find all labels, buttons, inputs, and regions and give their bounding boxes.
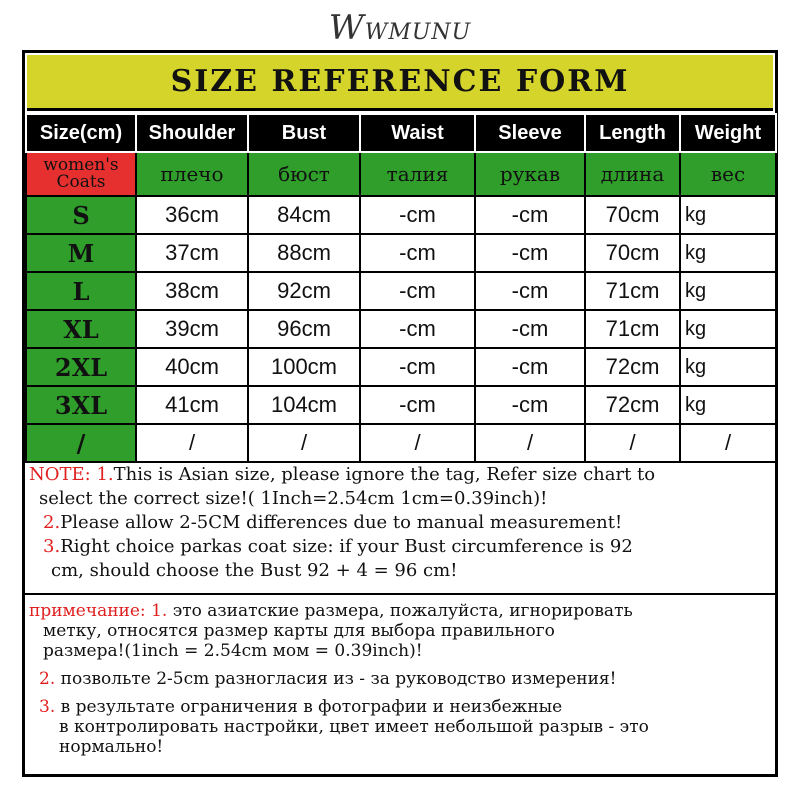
ru-note-3-text: в результате ограничения в фотографии и неизбежные bbox=[60, 697, 563, 717]
note-1 bbox=[29, 463, 771, 487]
notes-divider bbox=[25, 593, 775, 595]
size-table bbox=[25, 113, 777, 463]
waist-cell: -cm bbox=[360, 196, 475, 234]
ru-note-3-number: 3. bbox=[39, 697, 56, 717]
bust-cell: 88cm bbox=[248, 234, 360, 272]
length-cell: 72cm bbox=[585, 348, 680, 386]
size-cell: S bbox=[26, 196, 136, 234]
label-ru-length: длина bbox=[585, 152, 680, 196]
length-cell: 72cm bbox=[585, 386, 680, 424]
shoulder-cell: 36cm bbox=[136, 196, 248, 234]
label-ru-weight: вес bbox=[680, 152, 776, 196]
note-3-number: 3. bbox=[43, 536, 61, 557]
header-bust: Bust bbox=[248, 114, 360, 152]
bust-cell: 100cm bbox=[248, 348, 360, 386]
bust-cell: 92cm bbox=[248, 272, 360, 310]
length-cell: 70cm bbox=[585, 234, 680, 272]
size-cell: 3XL bbox=[26, 386, 136, 424]
bust-cell: 104cm bbox=[248, 386, 360, 424]
size-cell: XL bbox=[26, 310, 136, 348]
note-3-text: Right choice parkas coat size: if your Bust circumference is 92 bbox=[60, 536, 633, 557]
weight-cell: kg bbox=[680, 386, 776, 424]
waist-cell: -cm bbox=[360, 310, 475, 348]
table-row bbox=[26, 196, 776, 234]
form-title: SIZE REFERENCE FORM bbox=[27, 55, 773, 111]
ru-note-1-line3: размера!(1inch = 2.54cm мом = 0.39inch)! bbox=[43, 641, 423, 661]
shoulder-cell: 37cm bbox=[136, 234, 248, 272]
label-ru-shoulder: плечо bbox=[136, 152, 248, 196]
logo-initial: W bbox=[328, 8, 365, 48]
bust-cell: / bbox=[248, 424, 360, 462]
size-form-frame bbox=[22, 50, 778, 777]
ru-note-label: примечание: bbox=[29, 601, 146, 621]
length-cell: 70cm bbox=[585, 196, 680, 234]
header-size: Size(cm) bbox=[26, 114, 136, 152]
note-3-continued: cm, should choose the Bust 92 + 4 = 96 cm! bbox=[51, 560, 458, 581]
weight-cell: kg bbox=[680, 272, 776, 310]
table-row bbox=[26, 386, 776, 424]
waist-cell: / bbox=[360, 424, 475, 462]
label-ru-waist: талия bbox=[360, 152, 475, 196]
header-waist: Waist bbox=[360, 114, 475, 152]
note-2-text: Please allow 2-5CM differences due to manual measurement! bbox=[60, 512, 623, 533]
note-3 bbox=[29, 535, 771, 559]
weight-cell: kg bbox=[680, 310, 776, 348]
ru-note-2-number: 2. bbox=[39, 669, 56, 689]
note-2-number: 2. bbox=[43, 512, 61, 533]
shoulder-cell: 41cm bbox=[136, 386, 248, 424]
sleeve-cell: -cm bbox=[475, 348, 585, 386]
table-row bbox=[26, 310, 776, 348]
waist-cell: -cm bbox=[360, 386, 475, 424]
sleeve-cell: -cm bbox=[475, 234, 585, 272]
header-length: Length bbox=[585, 114, 680, 152]
note-label: NOTE: bbox=[29, 464, 91, 485]
ru-note-3-line2: в контролировать настройки, цвет имеет небольшой разрыв - это bbox=[59, 717, 649, 737]
waist-cell: -cm bbox=[360, 348, 475, 386]
length-cell: 71cm bbox=[585, 272, 680, 310]
note-2 bbox=[29, 511, 771, 535]
weight-cell: kg bbox=[680, 348, 776, 386]
label-ru-sleeve: рукав bbox=[475, 152, 585, 196]
label-ru-bust: бюст bbox=[248, 152, 360, 196]
shoulder-cell: 39cm bbox=[136, 310, 248, 348]
note-1-number: 1. bbox=[96, 464, 114, 485]
ru-note-1 bbox=[29, 601, 771, 621]
logo-rest: WMUNU bbox=[364, 20, 472, 45]
size-cell: / bbox=[26, 424, 136, 462]
table-row bbox=[26, 272, 776, 310]
sleeve-cell: -cm bbox=[475, 196, 585, 234]
ru-note-2 bbox=[29, 669, 771, 689]
ru-note-1-number: 1. bbox=[151, 601, 168, 621]
label-womens-coats: women's Coats bbox=[26, 152, 136, 196]
size-cell: L bbox=[26, 272, 136, 310]
length-cell: 71cm bbox=[585, 310, 680, 348]
shoulder-cell: / bbox=[136, 424, 248, 462]
sleeve-cell: -cm bbox=[475, 272, 585, 310]
sleeve-cell: / bbox=[475, 424, 585, 462]
size-cell: 2XL bbox=[26, 348, 136, 386]
notes-russian bbox=[29, 601, 771, 757]
ru-note-1-line2: метку, относятся размер карты для выбора правильного bbox=[43, 621, 555, 641]
bust-cell: 96cm bbox=[248, 310, 360, 348]
header-shoulder: Shoulder bbox=[136, 114, 248, 152]
ru-note-3 bbox=[29, 697, 771, 717]
sleeve-cell: -cm bbox=[475, 310, 585, 348]
sleeve-cell: -cm bbox=[475, 386, 585, 424]
weight-cell: kg bbox=[680, 234, 776, 272]
notes-english bbox=[29, 463, 771, 583]
waist-cell: -cm bbox=[360, 272, 475, 310]
note-1-continued: select the correct size!( 1Inch=2.54cm 1cm=0.39inch)! bbox=[39, 488, 548, 509]
table-row bbox=[26, 234, 776, 272]
header-sleeve: Sleeve bbox=[475, 114, 585, 152]
shoulder-cell: 38cm bbox=[136, 272, 248, 310]
weight-cell: / bbox=[680, 424, 776, 462]
note-1-text: This is Asian size, please ignore the tag, Refer size chart to bbox=[113, 464, 656, 485]
bust-cell: 84cm bbox=[248, 196, 360, 234]
header-weight: Weight bbox=[680, 114, 776, 152]
shoulder-cell: 40cm bbox=[136, 348, 248, 386]
table-row bbox=[26, 424, 776, 462]
ru-note-3-line3: нормально! bbox=[59, 737, 164, 757]
size-cell: M bbox=[26, 234, 136, 272]
table-row bbox=[26, 348, 776, 386]
russian-label-row bbox=[26, 152, 776, 196]
length-cell: / bbox=[585, 424, 680, 462]
waist-cell: -cm bbox=[360, 234, 475, 272]
header-row bbox=[26, 114, 776, 152]
brand-logo bbox=[0, 8, 800, 48]
ru-note-2-text: позвольте 2-5cm разногласия из - за руководство измерения! bbox=[60, 669, 617, 689]
ru-note-1-text: это азиатские размера, пожалуйста, игнорировать bbox=[172, 601, 633, 621]
weight-cell: kg bbox=[680, 196, 776, 234]
